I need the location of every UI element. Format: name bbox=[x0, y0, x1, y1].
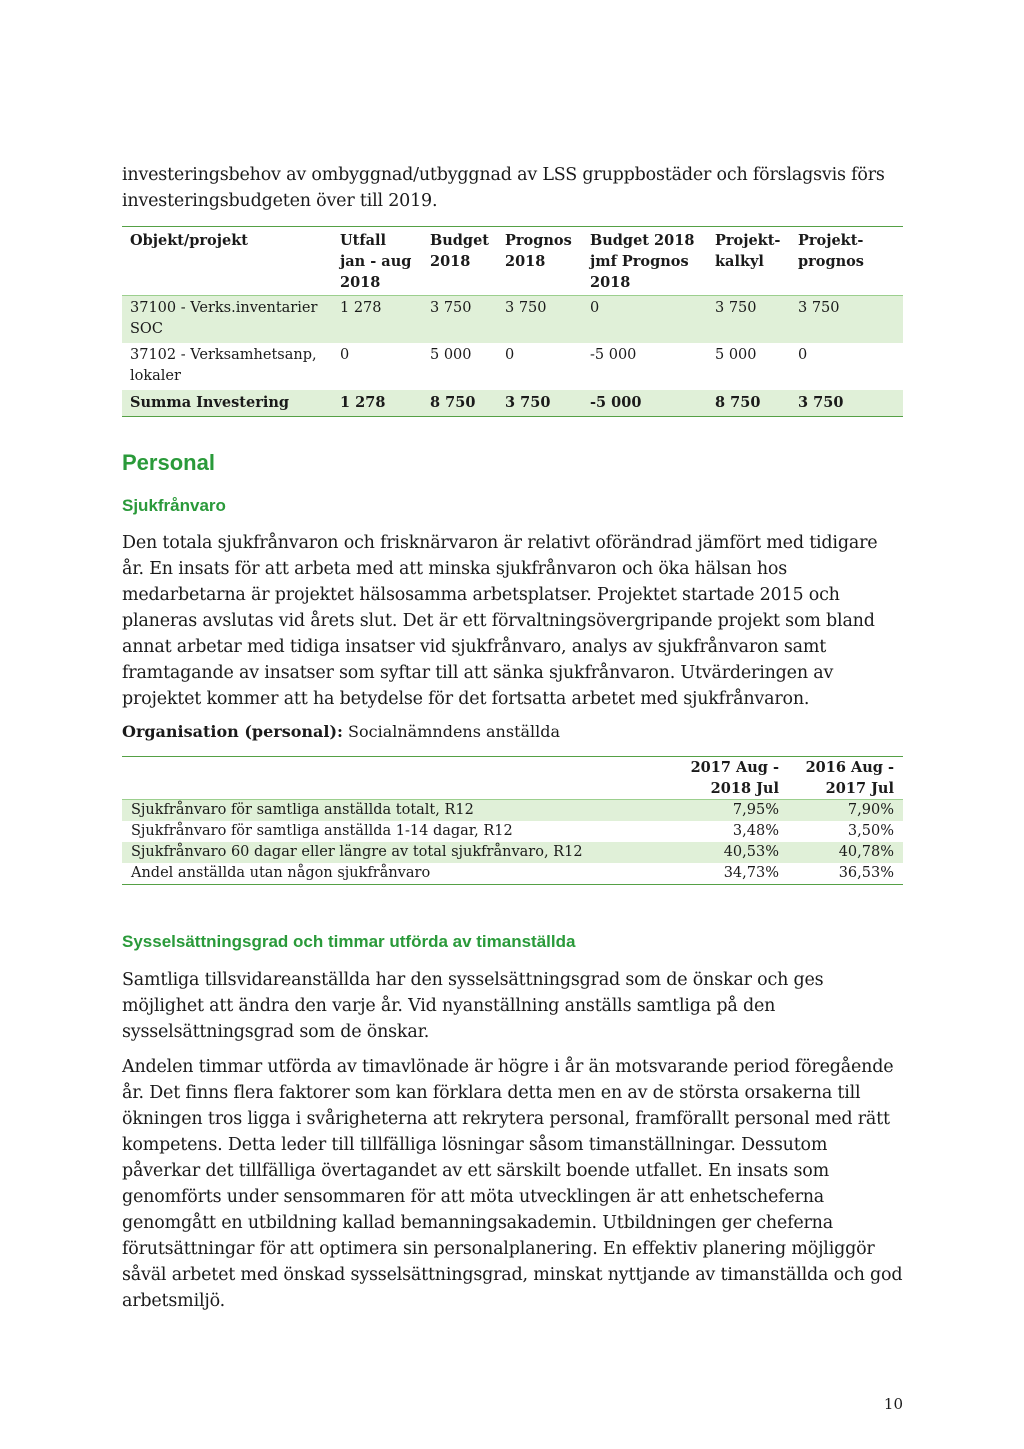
cell: Sjukfrånvaro för samtliga anställda totalt, R12 bbox=[131, 802, 474, 818]
cell: Sjukfrånvaro för samtliga anställda 1-14 dagar, R12 bbox=[131, 823, 513, 839]
org-value: Socialnämndens anställda bbox=[348, 722, 561, 741]
subsection-heading: Sjukfrånvaro bbox=[122, 496, 226, 515]
col-header: Budget 2018 bbox=[430, 232, 489, 270]
cell: 7,90% bbox=[847, 802, 894, 818]
cell: 3 750 bbox=[505, 300, 547, 316]
intro-paragraph: investeringsbehov av ombyggnad/utbyggnad av LSS gruppbostäder och förslagsvis förs investeringsbudgeten över till 2019. bbox=[122, 165, 885, 211]
col-header: 2017 Aug - 2018 Jul bbox=[690, 759, 779, 797]
cell: 5 000 bbox=[715, 347, 757, 363]
subsection-heading: Sysselsättningsgrad och timmar utförda av timanställda bbox=[122, 932, 576, 951]
col-header: 2016 Aug - 2017 Jul bbox=[805, 759, 894, 797]
cell: Summa Investering bbox=[130, 394, 290, 411]
cell: 3 750 bbox=[798, 300, 840, 316]
col-header: Projekt-prognos bbox=[798, 232, 864, 270]
cell: 34,73% bbox=[723, 865, 779, 881]
cell: 1 278 bbox=[340, 300, 382, 316]
investment-header-row bbox=[122, 227, 903, 296]
employment-paragraph-1: Samtliga tillsvidareanställda har den sysselsättningsgrad som de önskar och ges möjlighet att ändra den varje år. Vid nyanställning anställs samtliga på den sysselsättningsgrad som de önskar. bbox=[122, 970, 824, 1042]
cell: 40,53% bbox=[723, 844, 779, 860]
cell: 0 bbox=[798, 347, 808, 363]
col-header: Objekt/projekt bbox=[130, 232, 248, 249]
cell: 8 750 bbox=[430, 394, 476, 411]
table-row bbox=[122, 343, 903, 390]
cell: Sjukfrånvaro 60 dagar eller längre av total sjukfrånvaro, R12 bbox=[131, 844, 583, 860]
org-label: Organisation (personal): bbox=[122, 722, 343, 741]
cell: 3 750 bbox=[715, 300, 757, 316]
table-row bbox=[122, 842, 903, 863]
col-header: Utfall jan - aug 2018 bbox=[340, 232, 412, 291]
table-row bbox=[122, 821, 903, 842]
table-row bbox=[122, 296, 903, 344]
col-header: Projekt-kalkyl bbox=[715, 232, 781, 270]
cell: 0 bbox=[590, 300, 600, 316]
sick-header-row bbox=[122, 757, 903, 800]
cell: 3 750 bbox=[798, 394, 844, 411]
cell: 7,95% bbox=[732, 802, 779, 818]
cell: 40,78% bbox=[838, 844, 894, 860]
cell: -5 000 bbox=[590, 347, 637, 363]
sick-paragraph: Den totala sjukfrånvaron och frisknärvaron är relativt oförändrad jämfört med tidigare år. En insats för att arbeta med att minska sjukfrånvaron och öka hälsan hos medarbetarna är projektet hälsosamma arbetsplatser. Projektet startade 2015 och planeras avslutas vid årets slut. Det är ett förvaltningsövergripande projekt som bland annat arbetar med tidiga insatser vid sjukfrånvaro, analys av sjukfrånvaron samt framtagande av insatser som syftar till att sänka sjukfrånvaron. Utvärderingen av projektet kommer att ha betydelse för det fortsatta arbetet med sjukfrånvaron. bbox=[122, 533, 878, 709]
cell: 3 750 bbox=[430, 300, 472, 316]
cell: Andel anställda utan någon sjukfrånvaro bbox=[131, 865, 431, 881]
org-line bbox=[122, 720, 560, 744]
cell: 1 278 bbox=[340, 394, 386, 411]
sum-row bbox=[122, 390, 903, 417]
cell: 3,50% bbox=[847, 823, 894, 839]
cell: 0 bbox=[340, 347, 350, 363]
table-row bbox=[122, 863, 903, 885]
section-title: Personal bbox=[122, 450, 215, 475]
cell: 37102 - Verksamhetsanp, lokaler bbox=[130, 347, 317, 384]
table-row bbox=[122, 800, 903, 822]
cell: 3 750 bbox=[505, 394, 551, 411]
cell: -5 000 bbox=[590, 394, 642, 411]
cell: 0 bbox=[505, 347, 515, 363]
employment-paragraph-2: Andelen timmar utförda av timavlönade är högre i år än motsvarande period föregående år. Det finns flera faktorer som kan förklara detta men en av de största orsakerna till ökningen tros ligga i svårigheterna att rekrytera personal, framförallt personal med rätt kompetens. Detta leder till tillfälliga lösningar såsom timanställningar. Dessutom påverkar det tillfälliga övertagandet av ett särskilt boende utfallet. En insats som genomförts under sensommaren för att möta utvecklingen är att enhetscheferna genomgått en utbildning kallad bemanningsakademin. Utbildningen ger cheferna förutsättningar för att optimera sin personalplanering. En effektiv planering möjliggör såväl arbetet med önskad sysselsättningsgrad, minskat nyttjande av timanställda och god arbetsmiljö. bbox=[122, 1057, 903, 1311]
cell: 8 750 bbox=[715, 394, 761, 411]
sick-leave-table bbox=[122, 756, 903, 885]
cell: 36,53% bbox=[838, 865, 894, 881]
cell: 37100 - Verks.inventarier SOC bbox=[130, 300, 318, 337]
cell: 5 000 bbox=[430, 347, 472, 363]
col-header: Budget 2018 jmf Prognos 2018 bbox=[590, 232, 695, 291]
page-number: 10 bbox=[883, 1395, 903, 1413]
investment-table bbox=[122, 226, 903, 417]
cell: 3,48% bbox=[732, 823, 779, 839]
col-header: Prognos 2018 bbox=[505, 232, 572, 270]
col-header bbox=[122, 757, 675, 800]
